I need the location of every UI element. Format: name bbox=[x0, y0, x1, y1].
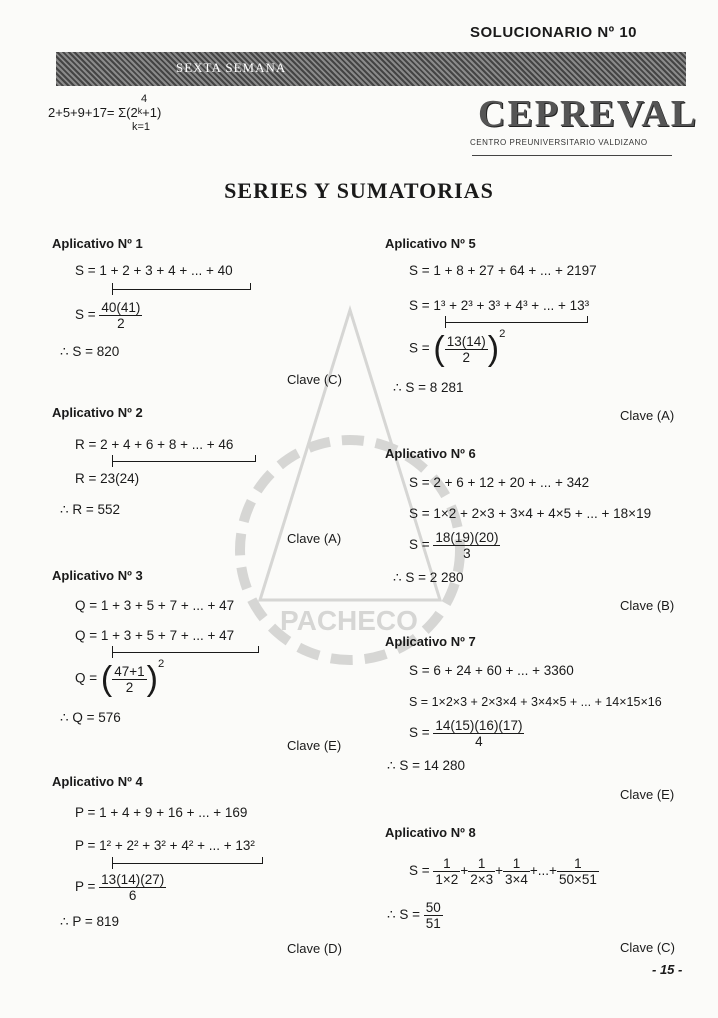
equation-line: P = 1² + 2² + 3² + 4² + ... + 13² bbox=[75, 838, 255, 853]
week-banner bbox=[56, 52, 686, 86]
clave-answer: Clave (C) bbox=[287, 372, 342, 387]
arrow-bracket bbox=[445, 316, 588, 323]
arrow-stem bbox=[112, 455, 113, 467]
aplicativo-heading: Aplicativo Nº 4 bbox=[52, 774, 143, 789]
equation-line: Q = 1 + 3 + 5 + 7 + ... + 47 bbox=[75, 628, 235, 643]
fraction-line: Q = ( $\frac{47+1}{2}$ )$^2$ bbox=[75, 658, 165, 698]
aplicativo-heading: Aplicativo Nº 6 bbox=[385, 446, 476, 461]
arrow-stem bbox=[112, 646, 113, 658]
equation-line: S = 1×2 + 2×3 + 3×4 + 4×5 + ... + 18×19 bbox=[409, 506, 652, 521]
result-line: ∴ S = 820 bbox=[60, 344, 120, 359]
clave-answer: Clave (B) bbox=[620, 598, 675, 613]
aplicativo-heading: Aplicativo Nº 3 bbox=[52, 568, 143, 583]
banner-text: SEXTA SEMANA bbox=[176, 60, 287, 75]
clave-answer: Clave (A) bbox=[620, 408, 675, 423]
aplicativo-heading: Aplicativo Nº 2 bbox=[52, 405, 143, 420]
aplicativo-heading: Aplicativo Nº 5 bbox=[385, 236, 476, 251]
equation-line: S = 1 + 8 + 27 + 64 + ... + 2197 bbox=[409, 263, 597, 278]
result-line: ∴ P = 819 bbox=[60, 914, 120, 929]
equation-line: R = 2 + 4 + 6 + 8 + ... + 46 bbox=[75, 437, 234, 452]
watermark-text: PACHECO bbox=[280, 605, 418, 636]
equation-line: S = 1 + 2 + 3 + 4 + ... + 40 bbox=[75, 263, 233, 278]
equation-line: S = 1×2×3 + 2×3×4 + 3×4×5 + ... + 14×15×16 bbox=[409, 695, 662, 709]
equation-line: S = 6 + 24 + 60 + ... + 3360 bbox=[409, 663, 574, 678]
fraction-line: P = $\frac{13(14)(27)}{6}$ bbox=[75, 872, 165, 903]
corner-formula: 2+5+9+17= Σ(2ᵏ+1) 4 k=1 bbox=[48, 93, 162, 133]
fraction-line: S = $\frac{14(15)(16)(17)}{4}$ bbox=[409, 718, 523, 749]
aplicativo-heading: Aplicativo Nº 1 bbox=[52, 236, 143, 251]
arrow-bracket bbox=[112, 455, 256, 462]
fraction-line: S = ( $\frac{13(14)}{2}$ )$^2$ bbox=[409, 328, 506, 368]
result-line: ∴ S = 14 280 bbox=[387, 758, 466, 773]
brand-logo: CEPREVAL bbox=[478, 93, 699, 135]
arrow-stem bbox=[445, 316, 446, 328]
brand-divider bbox=[472, 155, 672, 156]
fraction-line: S = $\frac{18(19)(20)}{3}$ bbox=[409, 530, 499, 561]
page-number: - 15 - bbox=[652, 962, 683, 977]
clave-answer: Clave (C) bbox=[620, 940, 675, 955]
equation-line: Q = 1 + 3 + 5 + 7 + ... + 47 bbox=[75, 598, 235, 613]
result-line: ∴ S = 2 280 bbox=[393, 570, 464, 585]
equation-line: P = 1 + 4 + 9 + 16 + ... + 169 bbox=[75, 805, 248, 820]
fraction-line: S = $\frac{1}{1\times 2}$ + $\frac{1}{2\times 3}$ + $\frac{1}{3\times 4}$ +...+ $\frac{1}{50\times 51}$ bbox=[409, 856, 597, 887]
result-line: ∴ R = 552 bbox=[60, 502, 120, 517]
brand-subtitle: CENTRO PREUNIVERSITARIO VALDIZANO bbox=[470, 138, 648, 147]
clave-answer: Clave (E) bbox=[287, 738, 342, 753]
result-line: ∴ Q = 576 bbox=[60, 710, 121, 725]
result-line: ∴ S = $\frac{50}{51}$ bbox=[387, 900, 441, 931]
clave-answer: Clave (E) bbox=[620, 787, 675, 802]
equation-line: R = 23(24) bbox=[75, 471, 140, 486]
arrow-bracket bbox=[112, 283, 251, 290]
arrow-stem bbox=[112, 283, 113, 295]
arrow-bracket bbox=[112, 857, 263, 864]
result-line: ∴ S = 8 281 bbox=[393, 380, 464, 395]
page-title: SERIES Y SUMATORIAS bbox=[224, 178, 494, 203]
arrow-stem bbox=[112, 857, 113, 869]
fraction-line: S = $\frac{40(41)}{2}$ bbox=[75, 300, 141, 331]
aplicativo-heading: Aplicativo Nº 7 bbox=[385, 634, 476, 649]
arrow-bracket bbox=[112, 646, 259, 653]
clave-answer: Clave (D) bbox=[287, 941, 342, 956]
clave-answer: Clave (A) bbox=[287, 531, 342, 546]
equation-line: S = 1³ + 2³ + 3³ + 4³ + ... + 13³ bbox=[409, 298, 590, 313]
solucionario-label: SOLUCIONARIO Nº 10 bbox=[470, 24, 637, 41]
aplicativo-heading: Aplicativo Nº 8 bbox=[385, 825, 476, 840]
equation-line: S = 2 + 6 + 12 + 20 + ... + 342 bbox=[409, 475, 590, 490]
